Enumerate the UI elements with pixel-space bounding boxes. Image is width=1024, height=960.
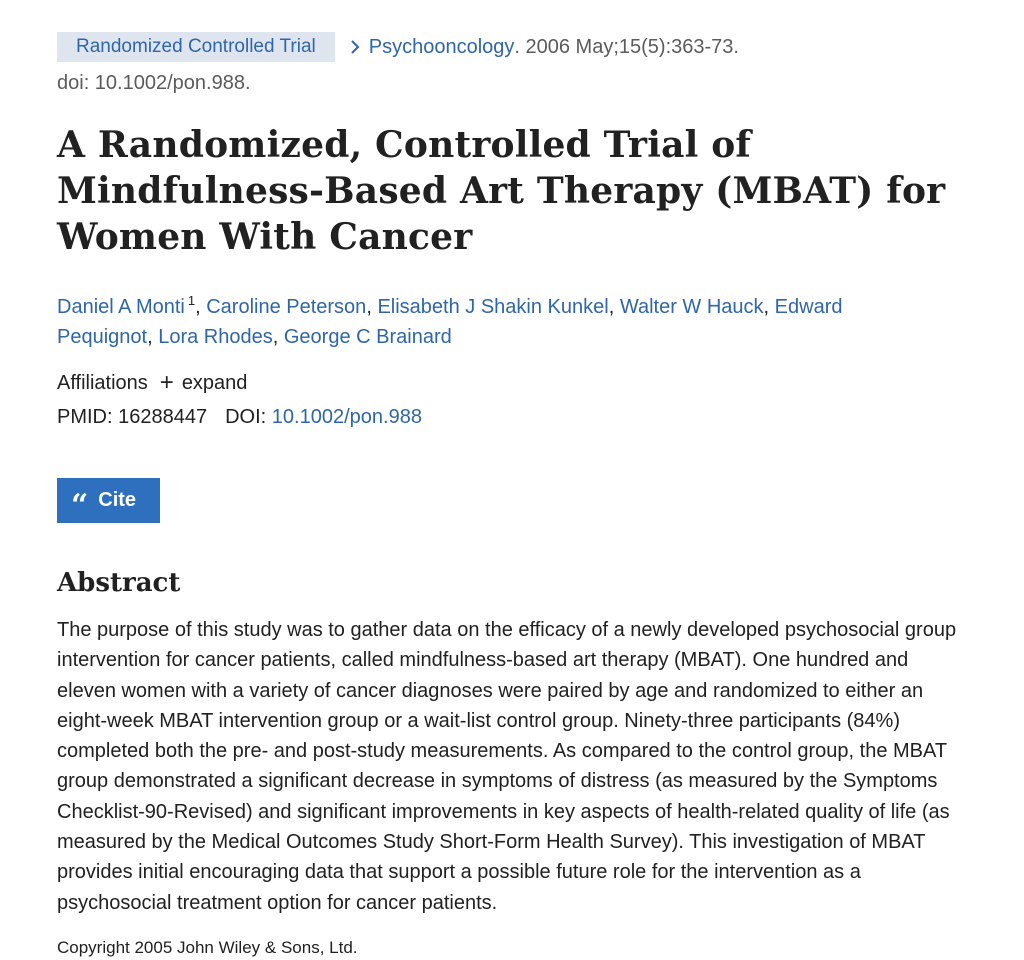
- expand-label: expand: [181, 372, 248, 394]
- quote-icon: “: [71, 487, 89, 523]
- affiliations-label: Affiliations: [57, 372, 148, 394]
- doi-line: doi: 10.1002/pon.988.: [57, 72, 251, 94]
- plus-icon: +: [159, 369, 174, 396]
- author-link[interactable]: Walter W Hauck: [619, 296, 764, 318]
- author-link[interactable]: Lora Rhodes: [158, 326, 273, 348]
- author-link[interactable]: Daniel A Monti: [57, 296, 185, 318]
- identifiers-row: [57, 402, 967, 432]
- author-link[interactable]: Edward Pequignot: [57, 296, 843, 348]
- author-link[interactable]: Elisabeth J Shakin Kunkel: [377, 296, 609, 318]
- journal-link[interactable]: Psychooncology: [368, 35, 515, 58]
- doi-label: DOI:: [225, 406, 267, 428]
- affiliations-row: [57, 368, 967, 398]
- chevron-right-icon: [349, 32, 363, 62]
- author-link[interactable]: George C Brainard: [283, 326, 452, 348]
- expand-affiliations-button[interactable]: [160, 368, 248, 398]
- doi-link[interactable]: 10.1002/pon.988: [271, 406, 422, 428]
- cite-label: Cite: [98, 489, 137, 511]
- abstract-heading: Abstract: [57, 568, 181, 598]
- publication-type-badge[interactable]: Randomized Controlled Trial: [57, 32, 335, 62]
- author-list: Daniel A Monti $^1$, Caroline Peterson, Elisabeth J Shakin Kunkel, Walter W Hauck, Edward Pequignot, Lora Rhodes, George C Brainard: [57, 293, 843, 348]
- author-link[interactable]: Caroline Peterson: [206, 296, 367, 318]
- citation-details: . 2006 May;15(5):363-73.: [514, 35, 739, 58]
- citation-header: [57, 32, 967, 62]
- article-page: [57, 32, 967, 960]
- article-title: A Randomized, Controlled Trial of Mindfulness-Based Art Therapy (MBAT) for Women With Cancer: [57, 124, 946, 258]
- cite-button[interactable]: [57, 478, 160, 523]
- copyright-notice: Copyright 2005 John Wiley & Sons, Ltd.: [57, 937, 358, 957]
- abstract-text: The purpose of this study was to gather data on the efficacy of a newly developed psychosocial group intervention for cancer patients, called mindfulness-based art therapy (MBAT). One hundred and eleven women with a variety of cancer diagnoses were paired by age and randomized to either an eight-week MBAT intervention group or a wait-list control group. Ninety-three participants (84%) completed both the pre- and post-study measurements. As compared to the control group, the MBAT group demonstrated a significant decrease in symptoms of distress (as measured by the Symptoms Checklist-90-Revised) and significant improvements in key aspects of health-related quality of life (as measured by the Medical Outcomes Study Short-Form Health Survey). This investigation of MBAT provides initial encouraging data that support a possible future role for the intervention as a psychosocial treatment option for cancer patients.: [57, 619, 957, 914]
- affiliation-number[interactable]: 1: [187, 293, 196, 308]
- pmid: PMID: 16288447: [57, 406, 208, 428]
